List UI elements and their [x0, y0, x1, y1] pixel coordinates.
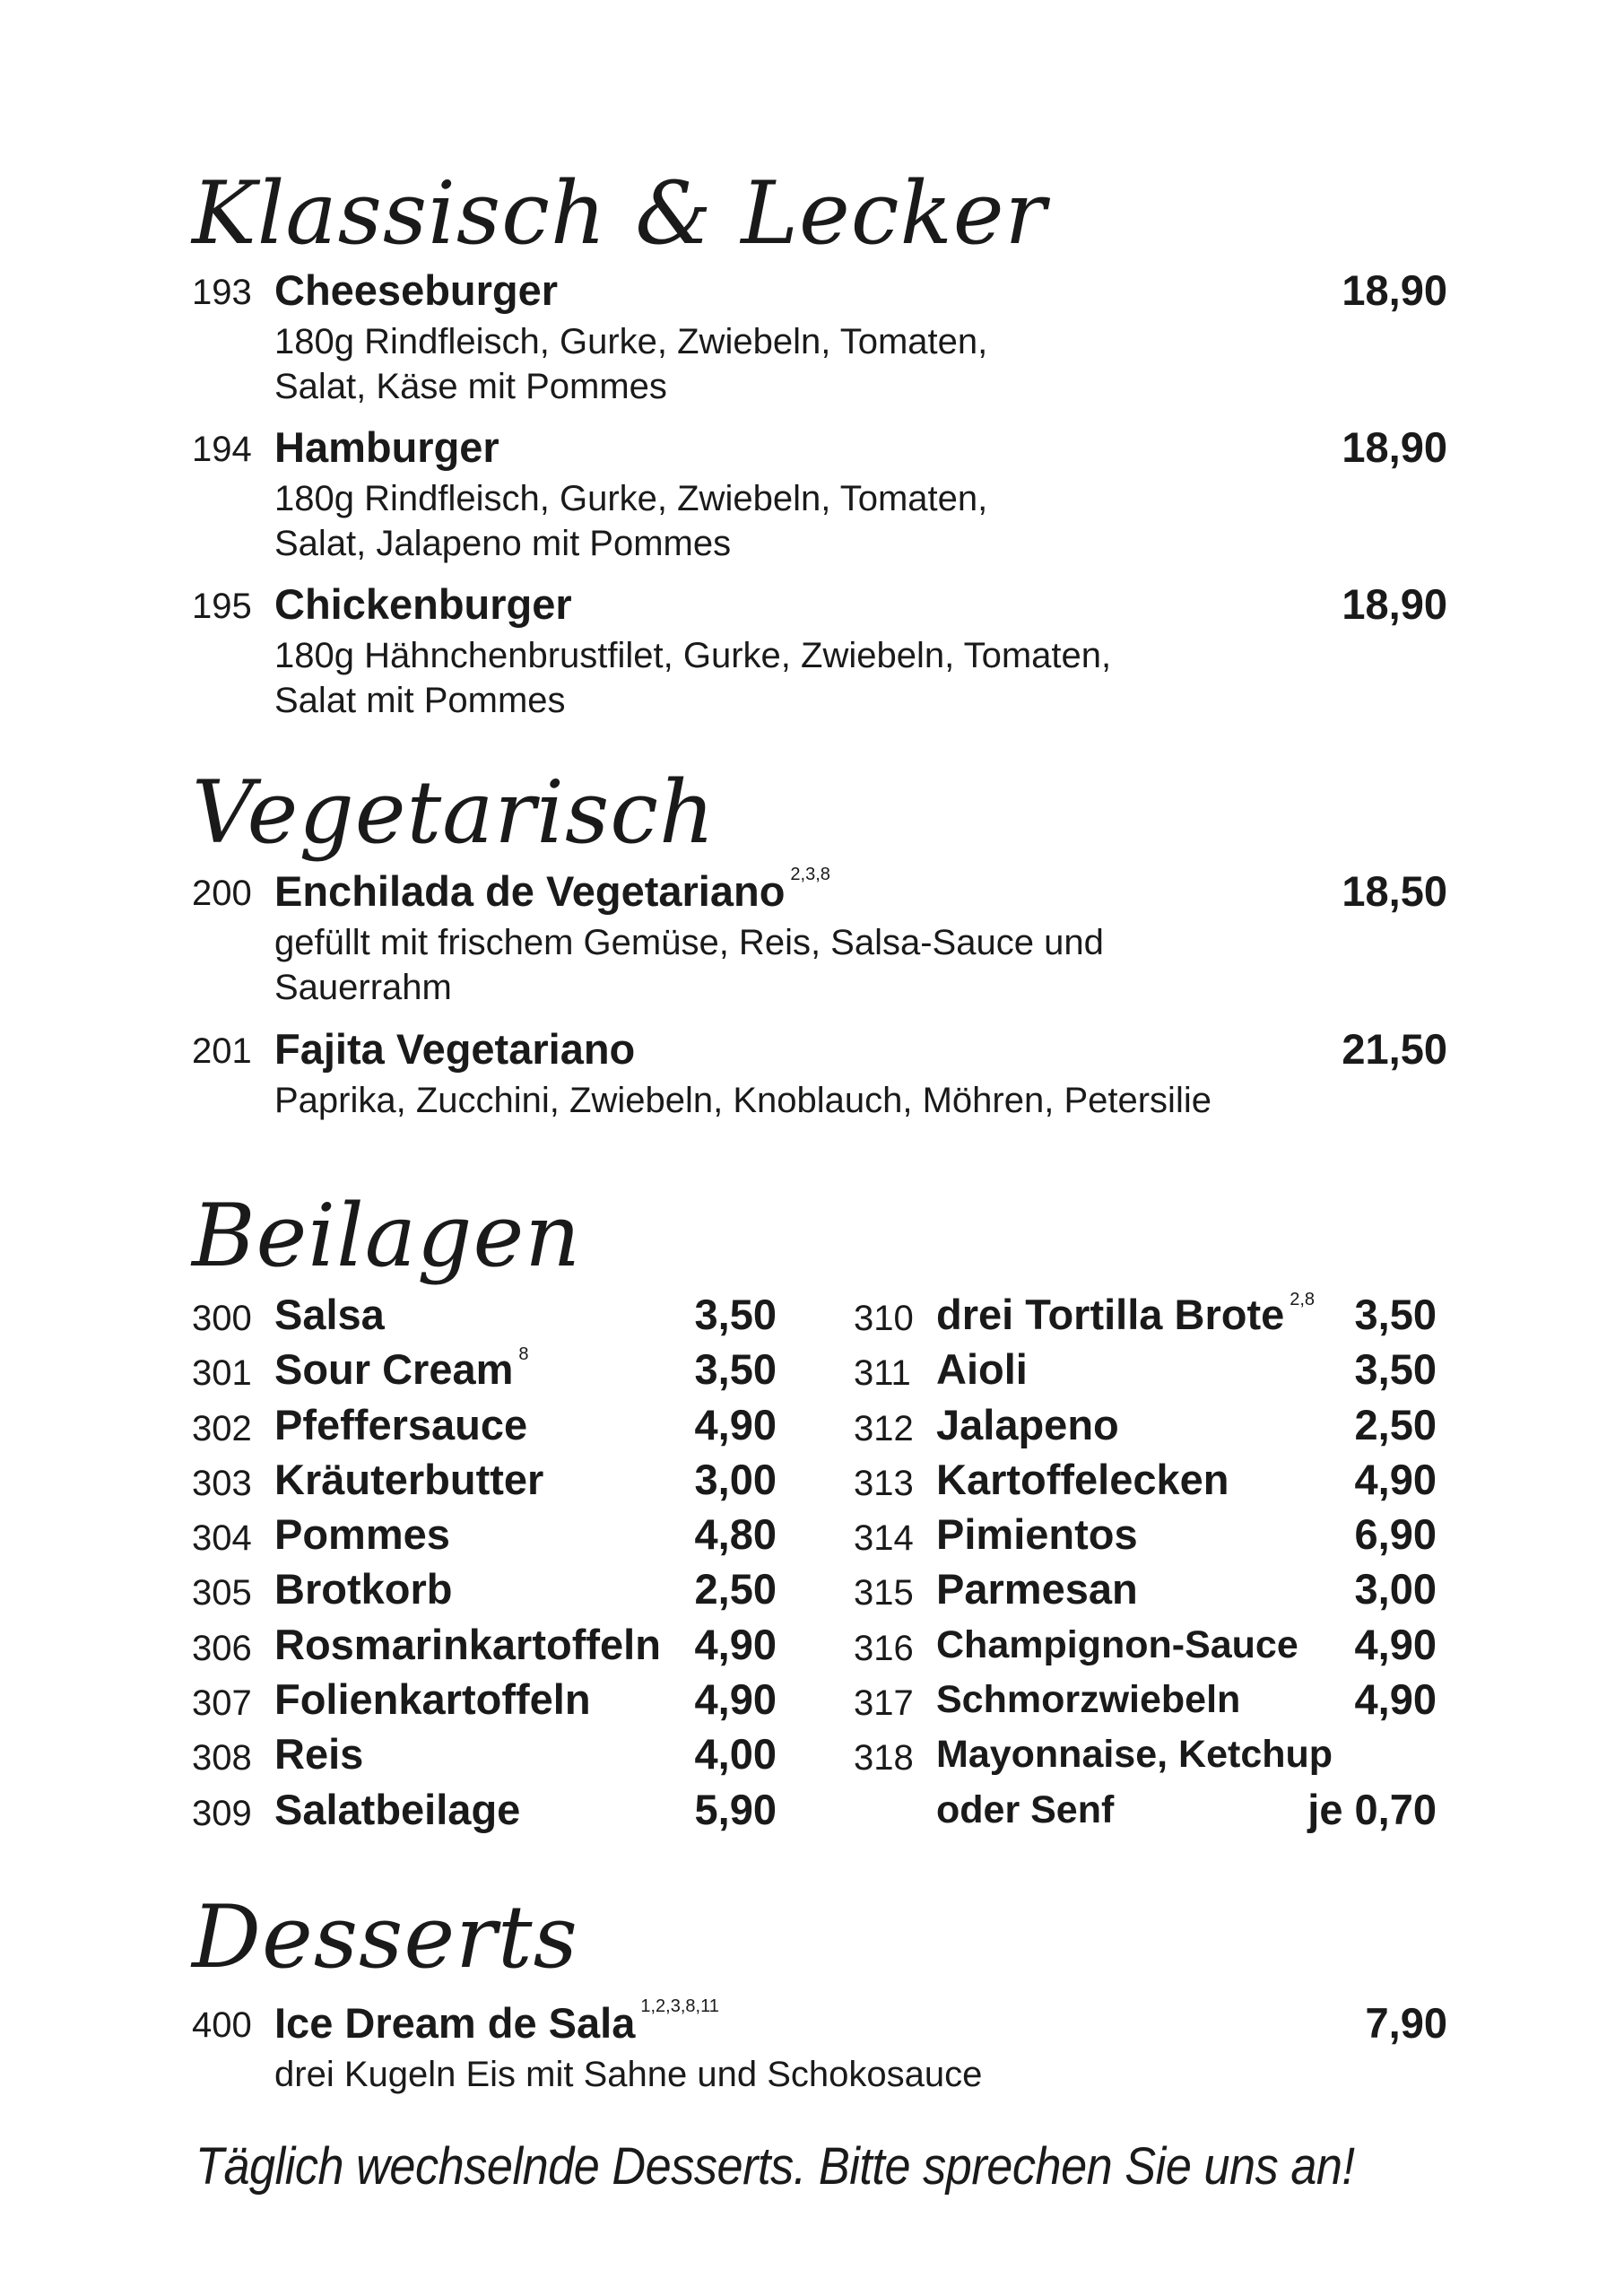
item-name: Hamburger — [274, 423, 499, 471]
side-item — [854, 1290, 1437, 1344]
item-number: 317 — [854, 1683, 914, 1724]
item-number: 303 — [192, 1463, 252, 1503]
sides-right-column — [854, 1290, 1437, 1839]
allergen-note: 2,3,8 — [790, 865, 830, 884]
item-name: oder Senf — [936, 1787, 1115, 1831]
side-item — [192, 1344, 777, 1399]
item-name: Schmorzwiebeln — [936, 1678, 1241, 1722]
item-number: 200 — [192, 874, 252, 913]
item-number: 306 — [192, 1628, 252, 1668]
item-name: Pfeffersauce — [274, 1400, 528, 1448]
item-number: 193 — [192, 273, 252, 312]
item-price: 4,90 — [694, 1620, 777, 1668]
item-price: 4,90 — [1354, 1620, 1437, 1668]
side-item — [192, 1620, 777, 1674]
item-name: Cheeseburger — [274, 266, 559, 314]
item-name: Pommes — [274, 1510, 450, 1559]
menu-item — [192, 1024, 1447, 1123]
item-price: 4,90 — [1354, 1675, 1437, 1724]
item-name: Folienkartoffeln — [274, 1675, 591, 1724]
menu-item — [192, 1998, 1447, 2097]
side-item — [854, 1674, 1437, 1729]
item-price: 21,50 — [1342, 1025, 1447, 1073]
side-item — [854, 1455, 1437, 1509]
item-price: 18,90 — [1342, 423, 1447, 471]
item-number: 307 — [192, 1683, 252, 1724]
item-price: 2,50 — [694, 1565, 777, 1613]
side-item — [854, 1509, 1437, 1564]
side-item — [854, 1620, 1437, 1674]
item-price: 18,90 — [1342, 580, 1447, 628]
item-description-line: Salat, Käse mit Pommes — [274, 367, 667, 406]
item-description-line: Salat, Jalapeno mit Pommes — [274, 524, 732, 563]
item-name: Chickenburger — [274, 580, 572, 628]
side-item — [192, 1290, 777, 1344]
item-description-line: 180g Rindfleisch, Gurke, Zwiebeln, Tomaten, — [274, 479, 988, 518]
item-price: 3,50 — [1354, 1291, 1437, 1338]
item-price: 7,90 — [1365, 1999, 1447, 2047]
item-price: 3,00 — [1354, 1565, 1437, 1613]
item-number: 311 — [854, 1353, 911, 1394]
sides-left-column — [192, 1290, 777, 1839]
side-item — [192, 1674, 777, 1729]
item-price: 3,50 — [1354, 1345, 1437, 1394]
item-number: 309 — [192, 1793, 252, 1833]
item-price: 4,90 — [694, 1400, 777, 1448]
desserts-footer-note: Täglich wechselnde Desserts. Bitte sprechen Sie uns an! — [195, 2137, 1355, 2196]
allergen-note: 1,2,3,8,11 — [640, 1996, 719, 2016]
item-number: 300 — [192, 1299, 252, 1338]
item-price: 3,50 — [694, 1345, 777, 1394]
item-name: Ice Dream de Sala $^{1,2,3,8,11}$ — [274, 1996, 719, 2047]
item-name: Parmesan — [936, 1565, 1138, 1613]
item-price: 4,80 — [694, 1510, 777, 1559]
item-name: Salatbeilage — [274, 1785, 521, 1833]
item-number: 318 — [854, 1738, 914, 1779]
side-item — [192, 1729, 777, 1784]
item-price: je 0,70 — [1307, 1785, 1437, 1833]
item-number: 314 — [854, 1518, 914, 1559]
item-name: Salsa — [274, 1291, 385, 1338]
item-price: 5,90 — [694, 1785, 777, 1833]
item-number: 310 — [854, 1299, 914, 1338]
item-price: 4,00 — [694, 1730, 777, 1779]
item-description-line: Sauerrahm — [274, 968, 452, 1007]
side-item — [192, 1509, 777, 1564]
item-number: 194 — [192, 430, 252, 469]
item-name: Brotkorb — [274, 1565, 453, 1613]
item-number: 315 — [854, 1573, 914, 1613]
menu-item — [192, 579, 1447, 723]
item-description-line: Salat mit Pommes — [274, 681, 566, 720]
side-item — [192, 1455, 777, 1509]
side-item — [192, 1564, 777, 1619]
item-number: 195 — [192, 587, 252, 626]
section-title-klassisch: Klassisch & Lecker — [192, 163, 1047, 264]
item-description-line: drei Kugeln Eis mit Sahne und Schokosauce — [274, 2055, 983, 2094]
menu-item — [192, 866, 1447, 1010]
section-title-desserts: Desserts — [192, 1887, 578, 1987]
item-price: 3,50 — [694, 1291, 777, 1338]
side-item — [854, 1344, 1437, 1399]
item-number: 305 — [192, 1573, 252, 1613]
item-price: 18,90 — [1342, 266, 1447, 314]
side-item — [854, 1400, 1437, 1455]
item-price: 4,90 — [694, 1675, 777, 1724]
menu-item — [192, 265, 1447, 409]
item-description-line: gefüllt mit frischem Gemüse, Reis, Salsa-Sauce und — [274, 923, 1104, 962]
item-name: Rosmarinkartoffeln — [274, 1620, 661, 1668]
side-item — [854, 1729, 1437, 1784]
item-name: Enchilada de Vegetariano $^{2,3,8}$ — [274, 865, 830, 915]
item-name: Jalapeno — [936, 1400, 1119, 1448]
allergen-note: 8 — [518, 1344, 529, 1365]
side-item — [854, 1564, 1437, 1619]
item-name: Sour Cream $^8$ — [274, 1344, 529, 1394]
item-number: 313 — [854, 1463, 914, 1503]
item-description-line: 180g Rindfleisch, Gurke, Zwiebeln, Tomaten, — [274, 322, 988, 361]
item-price: 18,50 — [1342, 867, 1447, 915]
item-name: Fajita Vegetariano — [274, 1025, 636, 1073]
item-price: 3,00 — [694, 1455, 777, 1503]
item-name: drei Tortilla Brote $^{2,8}$ — [936, 1290, 1316, 1338]
side-item — [854, 1785, 1437, 1839]
item-name: Kartoffelecken — [936, 1455, 1229, 1503]
item-name: Mayonnaise, Ketchup — [936, 1733, 1333, 1777]
section-title-vegetarisch: Vegetarisch — [192, 762, 716, 863]
item-number: 316 — [854, 1628, 914, 1668]
item-number: 308 — [192, 1738, 252, 1779]
side-item — [192, 1785, 777, 1839]
section-title-beilagen: Beilagen — [192, 1186, 582, 1286]
item-name: Reis — [274, 1730, 364, 1779]
menu-item — [192, 422, 1447, 566]
item-name: Aioli — [936, 1345, 1028, 1394]
item-name: Champignon-Sauce — [936, 1622, 1298, 1666]
item-price: 2,50 — [1354, 1400, 1437, 1448]
item-price: 6,90 — [1354, 1510, 1437, 1559]
item-name: Pimientos — [936, 1510, 1138, 1559]
item-description-line: 180g Hähnchenbrustfilet, Gurke, Zwiebeln, Tomaten, — [274, 636, 1112, 675]
item-number: 304 — [192, 1518, 252, 1559]
item-description-line: Paprika, Zucchini, Zwiebeln, Knoblauch, Möhren, Petersilie — [274, 1081, 1211, 1120]
item-number: 302 — [192, 1408, 252, 1448]
side-item — [192, 1400, 777, 1455]
item-price: 4,90 — [1354, 1455, 1437, 1503]
item-number: 312 — [854, 1408, 914, 1448]
item-name: Kräuterbutter — [274, 1455, 544, 1503]
item-number: 400 — [192, 2005, 252, 2045]
item-number: 301 — [192, 1353, 252, 1394]
allergen-note: 2,8 — [1290, 1290, 1316, 1309]
item-number: 201 — [192, 1031, 252, 1071]
